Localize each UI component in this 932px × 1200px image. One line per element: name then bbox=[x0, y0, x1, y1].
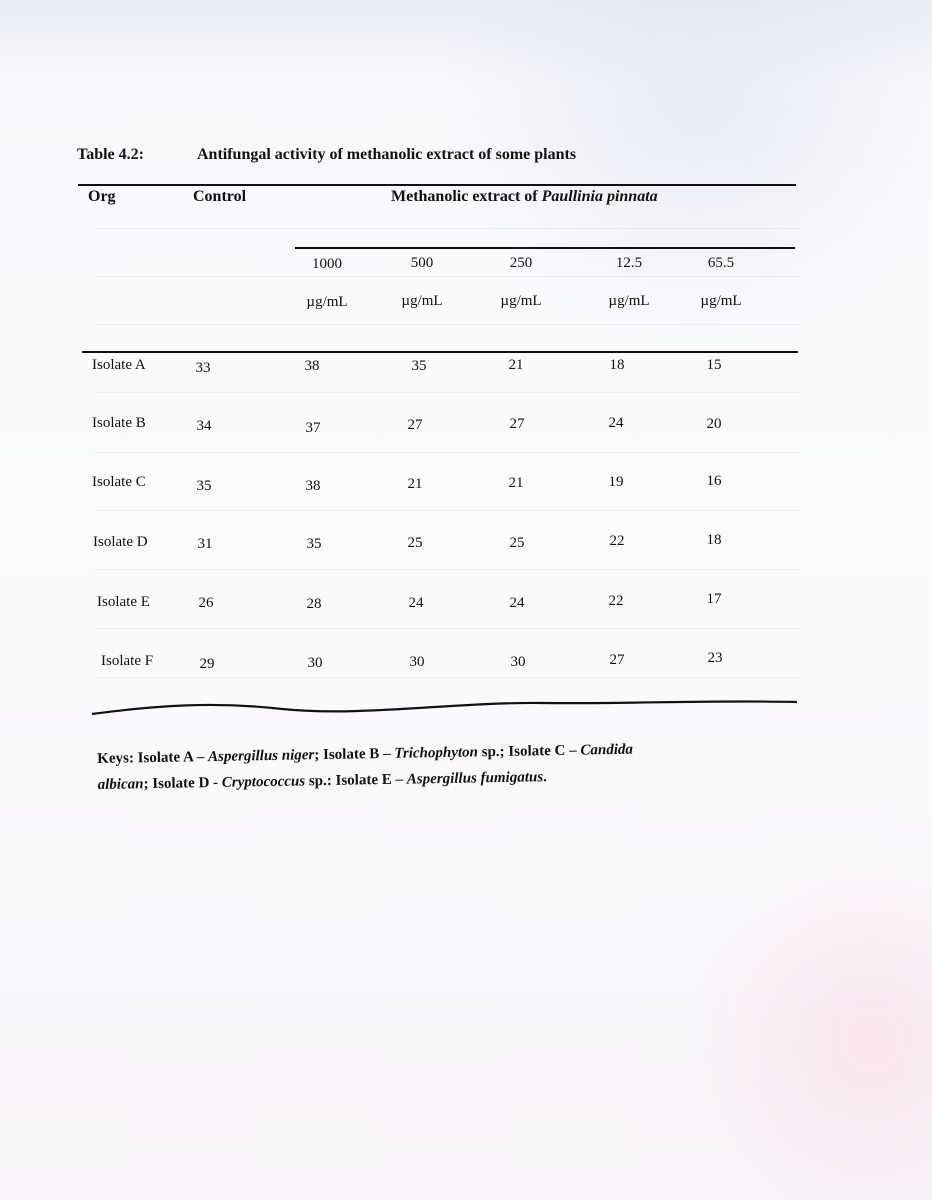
column-header-control: Control bbox=[193, 188, 247, 205]
value-cell: 24 bbox=[408, 595, 424, 611]
concentration-unit: µg/mL bbox=[500, 293, 542, 309]
concentration-header-1000 bbox=[285, 255, 369, 311]
concentration-value: 250 bbox=[509, 255, 533, 271]
control-cell: 35 bbox=[196, 478, 212, 494]
value-cell: 22 bbox=[608, 593, 624, 609]
keys-text: sp.: Isolate E – bbox=[305, 771, 407, 790]
control-cell: 31 bbox=[197, 536, 213, 552]
table-label: Table 4.2: bbox=[77, 146, 144, 163]
value-cell: 27 bbox=[509, 416, 525, 432]
control-cell: 34 bbox=[196, 418, 212, 434]
value-cell: 25 bbox=[509, 535, 525, 551]
keys-text: ; Isolate D - bbox=[143, 774, 222, 793]
value-cell: 20 bbox=[706, 416, 722, 432]
value-cell: 27 bbox=[407, 417, 423, 433]
extract-header-prefix: Methanolic extract of bbox=[391, 188, 542, 205]
table-top-rule bbox=[78, 184, 796, 186]
value-cell: 38 bbox=[305, 478, 321, 494]
species-name: albican bbox=[97, 776, 144, 793]
bleed-through-line bbox=[95, 510, 800, 511]
row-label-isolate-d: Isolate D bbox=[93, 534, 148, 550]
value-cell: 30 bbox=[409, 654, 425, 670]
row-label-isolate-b: Isolate B bbox=[92, 415, 146, 431]
bleed-through-line bbox=[95, 324, 800, 325]
bleed-through-line bbox=[95, 569, 800, 570]
species-name: Aspergillus fumigatus bbox=[406, 769, 544, 788]
row-label-isolate-e: Isolate E bbox=[97, 594, 150, 610]
concentration-value: 1000 bbox=[312, 256, 342, 272]
value-cell: 24 bbox=[509, 595, 525, 611]
value-cell: 24 bbox=[608, 415, 624, 431]
table-keys-footnote bbox=[97, 734, 788, 798]
control-cell: 29 bbox=[199, 656, 215, 672]
concentration-header-12-5 bbox=[587, 254, 671, 310]
bleed-through-line bbox=[95, 628, 800, 629]
concentration-header-500 bbox=[380, 254, 464, 310]
subheader-rule bbox=[295, 247, 795, 249]
value-cell: 19 bbox=[608, 474, 624, 490]
species-name: Aspergillus niger bbox=[207, 747, 315, 766]
value-cell: 30 bbox=[510, 654, 526, 670]
value-cell: 17 bbox=[706, 591, 722, 607]
value-cell: 27 bbox=[609, 652, 625, 668]
value-cell: 28 bbox=[306, 596, 322, 612]
bleed-through-line bbox=[95, 228, 800, 229]
bleed-through-line bbox=[95, 452, 800, 453]
concentration-value: 12.5 bbox=[615, 255, 643, 271]
concentration-value: 500 bbox=[410, 255, 434, 271]
row-label-isolate-a: Isolate A bbox=[92, 357, 146, 373]
species-name: Cryptococcus bbox=[221, 773, 306, 791]
value-cell: 21 bbox=[508, 357, 524, 373]
keys-text: sp.; Isolate C – bbox=[477, 742, 581, 761]
header-bottom-rule bbox=[82, 351, 798, 353]
bleed-through-line bbox=[95, 677, 800, 678]
concentration-unit: µg/mL bbox=[306, 294, 348, 310]
value-cell: 38 bbox=[304, 358, 320, 374]
value-cell: 35 bbox=[411, 358, 427, 374]
bleed-through-line bbox=[95, 392, 800, 393]
concentration-unit: µg/mL bbox=[401, 293, 443, 309]
concentration-header-250 bbox=[479, 254, 563, 310]
table-title: Antifungal activity of methanolic extract of some plants bbox=[197, 146, 577, 163]
species-name: Candida bbox=[580, 741, 634, 759]
value-cell: 21 bbox=[508, 475, 524, 491]
value-cell: 37 bbox=[305, 420, 321, 436]
row-label-isolate-f: Isolate F bbox=[101, 653, 154, 669]
value-cell: 30 bbox=[307, 655, 323, 671]
control-cell: 26 bbox=[198, 595, 214, 611]
concentration-unit: µg/mL bbox=[608, 293, 650, 309]
row-label-isolate-c: Isolate C bbox=[92, 474, 146, 490]
table-bottom-rule bbox=[92, 697, 797, 719]
value-cell: 25 bbox=[407, 535, 423, 551]
control-cell: 33 bbox=[195, 360, 211, 376]
value-cell: 18 bbox=[706, 532, 722, 548]
column-header-extract bbox=[391, 188, 658, 206]
keys-text: ; Isolate B – bbox=[314, 745, 395, 764]
value-cell: 16 bbox=[706, 473, 722, 489]
concentration-header-65-5 bbox=[679, 254, 763, 310]
concentration-unit: µg/mL bbox=[700, 293, 742, 309]
concentration-value: 65.5 bbox=[707, 255, 735, 271]
value-cell: 21 bbox=[407, 476, 423, 492]
value-cell: 18 bbox=[609, 357, 625, 373]
species-name: Trichophyton bbox=[394, 744, 479, 762]
value-cell: 23 bbox=[707, 650, 723, 666]
keys-text: . bbox=[542, 769, 547, 786]
column-header-org: Org bbox=[88, 188, 116, 205]
value-cell: 35 bbox=[306, 536, 322, 552]
value-cell: 15 bbox=[706, 357, 722, 373]
value-cell: 22 bbox=[609, 533, 625, 549]
extract-header-species: Paullinia pinnata bbox=[541, 188, 658, 205]
keys-text: Keys: Isolate A – bbox=[97, 749, 209, 767]
